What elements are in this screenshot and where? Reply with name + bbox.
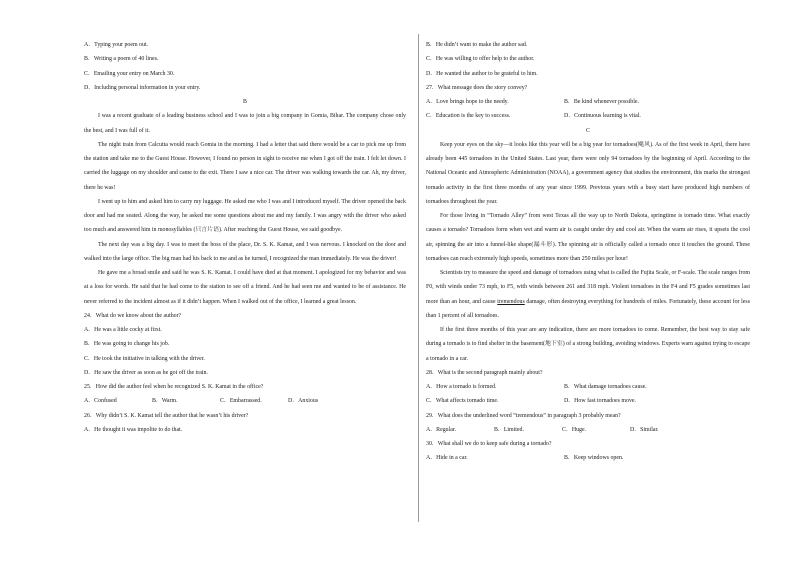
q27-option-b: B．Be kind whenever possible. (564, 99, 639, 105)
option-d: D．Including personal information in your entry. (84, 84, 201, 91)
q27-option-c: C．Education is the key to success. (426, 113, 511, 120)
q25-option-c: C．Embarrassed. (220, 398, 262, 405)
left-column (84, 38, 406, 437)
q30-option-b: B．Keep windows open. (564, 455, 624, 462)
q24-option-c: C．He took the initiative in talking with the driver. (84, 355, 205, 362)
q27-option-d: D．Continuous learning is vital. (564, 113, 641, 120)
paragraph-text: damage, often destroying everything for hundreds of miles. Fortunately, these account for less than 1 percent of all tornadoes. (426, 298, 750, 319)
passage-b-paragraph: I went up to him and asked him to carry my luggage. He asked me who I was and I introduced myself. The driver opened the back door and had me seated. Along the way, he asked me some questions about me and my family. I was angry with the driver who asked too much and answered him in monosyllables (只言片语). After reaching the Guest House, we said goodbye. (84, 198, 406, 234)
passage-c-paragraph: Keep your eyes on the sky—it looks like this year will be a big year for tornadoes(飓风). As of the first week in April, there have already been 445 tornadoes in the United States. Last year, there were only 94 tornadoes by the beginning of April. According to the National Oceanic and Atmospheric Administration (NOAA), a government agency that studies the environment, this marks the strongest tornado activity in the first three months of any year since 1999. Previous years with a busy start have produced high numbers of tornadoes throughout the year. (426, 141, 750, 205)
q24-option-a: A．He was a little cocky at first. (84, 327, 162, 333)
q26-option-b: B．He didn’t want to make the author sad. (426, 42, 528, 48)
q27-options-row (426, 95, 750, 109)
passage-c-paragraph (426, 266, 750, 323)
passage-b-paragraph: I was a recent graduate of a leading business school and I was to join a big company in Gomia, Bihar. The company chose only the best, and I was full of it. (84, 113, 406, 134)
passage-b-paragraph: The next day was a big day. I was to meet the boss of the place, Dr. S. K. Kamat, and I was nervous. I knocked on the door and walked into the large office. The big man had his back to me and as he turned, I recognized the man immediately. He was the driver! (84, 241, 406, 262)
q26-option-d: D．He wanted the author to be grateful to him. (426, 70, 538, 77)
passage-b-paragraph: The night train from Calcutta would reach Gomia in the morning. I had a letter that said there would be a car to pick me up from the station and take me to the Guest House. However, I found no person in sight to receive me when I got off the train. I felt let down. I carried the luggage on my shoulder and came to the exit. There I saw a nice car. The driver was walking towards the car. Ah, my driver, there he was! (84, 141, 406, 191)
underlined-word: tremendous (497, 298, 525, 305)
q28-option-d: D．How fast tornadoes move. (564, 398, 636, 405)
q25-option-a: A．Confused (84, 398, 117, 405)
passage-c-paragraph: If the first three months of this year are any indication, there are more tornadoes to come. Remember, the best way to stay safe during a tornado is to find shelter in the basement(地下室) of a strong building, avoiding windows. Experts warn against trying to escape a tornado in a car. (426, 327, 750, 362)
q24-option-b: B．He was going to change his job. (84, 341, 170, 348)
q29-option-c: C．Huge. (562, 426, 587, 433)
q29-option-b: B．Limited. (494, 426, 524, 433)
section-heading-c: C (586, 127, 590, 134)
q28-option-b: B．What damage tornadoes cause. (564, 384, 647, 390)
paragraph-text: Scientists try to measure the speed and damage of tornadoes using what is called the Fujita Scale, or F-scale. The scale ranges from F0, with winds under 73 mph, to F5, with winds between 261 and 318 mph. Violent tornadoes in the F4 and F5 grades sometimes last more than an hour, and cause (426, 270, 750, 305)
question-27: 27．What message does the story convey? (426, 84, 528, 91)
question-30: 30．What shall we do to keep safe during a tornado? (426, 441, 552, 447)
q27-options-row (426, 109, 750, 123)
q29-option-a: A．Regular. (426, 426, 456, 433)
column-divider (418, 34, 419, 522)
section-heading-b: B (243, 99, 247, 105)
q26-option-c: C．He was willing to offer help to the author. (426, 56, 535, 63)
q26-option-a: A．He thought it was impolite to do that. (84, 426, 183, 433)
q25-option-b: B．Warm. (152, 398, 178, 405)
option-b: B．Writing a poem of 40 lines. (84, 56, 159, 63)
option-a: A．Typing your poem out. (84, 42, 149, 48)
q29-options (426, 423, 750, 437)
q28-options-row (426, 380, 750, 394)
q24-option-d: D．He saw the driver as soon as he got off the train. (84, 369, 208, 376)
q25-options (84, 394, 406, 408)
q30-options-row (426, 451, 750, 465)
passage-b-paragraph: He gave me a broad smile and said he was S. K. Kamat. I could have died at that moment. I apologized for my behavior and was at a loss for words. He said that he had come to the station to see off a friend. And he had seen me and wanted to be of assistance. He never referred to the incident almost as if it didn’t happen. When I walked out of the office, I learned a great lesson. (84, 270, 406, 305)
option-c: C．Emailing your entry on March 30. (84, 70, 175, 77)
question-24: 24．What do we know about the author? (84, 312, 182, 319)
q28-option-c: C．What affects tornado time. (426, 398, 499, 405)
question-25: 25．How did the author feel when he recognized S. K. Kamat in the office? (84, 384, 264, 390)
passage-c-paragraph: For those living in “Tornado Alley” from west Texas all the way up to North Dakota, springtime is tornado time. What exactly causes a tornado? Tornadoes form when wet and warm air is caught under dry and cool air. When the warm air rises, it upsets the cool air, spinning the air into a funnel-like shape(漏斗形). The spinning air is officially called a tornado once it touches the ground. These tornadoes can reach extremely high speeds, sometimes more than 250 miles per hour! (426, 213, 750, 262)
q28-option-a: A．How a tornado is formed. (426, 384, 497, 390)
question-26: 26．Why didn’t S. K. Kamat tell the author that he wasn’t his driver? (84, 412, 249, 419)
question-29: 29．What does the underlined word “tremendous” in paragraph 3 probably mean? (426, 412, 621, 419)
right-column (426, 38, 750, 466)
q25-option-d: D．Anxious (288, 398, 319, 405)
q27-option-a: A．Love brings hope to the needy. (426, 99, 509, 105)
q29-option-d: D．Similar. (630, 426, 659, 433)
q28-options-row (426, 394, 750, 408)
question-28: 28．What is the second paragraph mainly about? (426, 369, 543, 376)
q30-option-a: A．Hide in a car. (426, 455, 468, 462)
